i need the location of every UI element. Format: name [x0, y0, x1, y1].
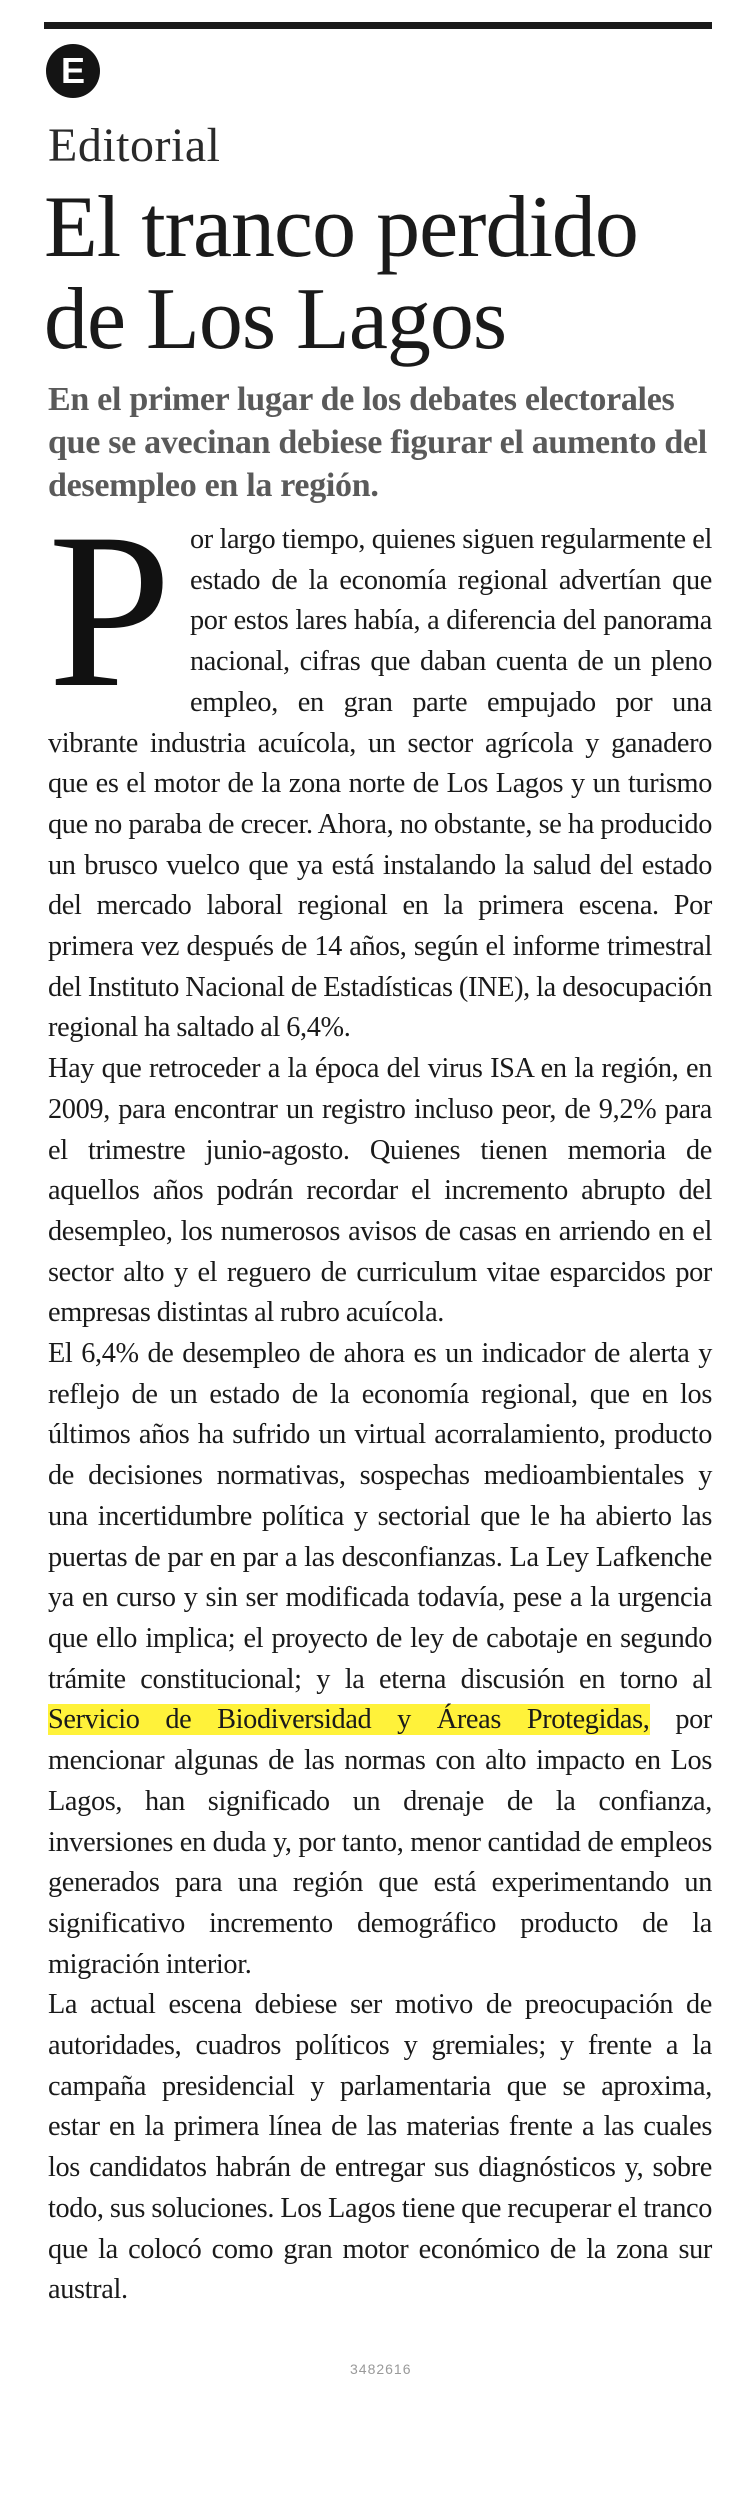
highlighted-phrase: Servicio de Biodiversidad y Áreas Protegidas, — [48, 1704, 650, 1736]
section-label: Editorial — [48, 119, 221, 172]
paragraph-2: Hay que retroceder a la época del virus ISA en la región, en 2009, para encontrar un registro incluso peor, de 9,2% para el trimestre junio-agosto. Quienes tienen memoria de aquellos años podrán recordar el incremento abrupto del desempleo, los numerosos avisos de casas en arriendo en el sector alto y el reguero de curriculum vitae esparcidos por empresas distintas al rubro acuícola. — [48, 1053, 712, 1329]
paragraph-1-text: or largo tiempo, quienes siguen regularmente el estado de la economía regional advertían que por estos lares había, a diferencia del panorama nacional, cifras que daban cuenta de un pleno empleo, en gran parte empujado por una vibrante industria acuícola, un sector agrícola y ganadero que es el motor de la zona norte de Los Lagos y un turismo que no paraba de crecer. Ahora, no obstante, se ha producido un brusco vuelco que ya está instalando la salud del estado del mercado laboral regional en la primera escena. Por primera vez después de 14 años, según el informe trimestral del Instituto Nacional de Estadísticas (INE), la desocupación regional ha saltado al 6,4%. — [48, 524, 712, 1044]
top-rule — [44, 22, 712, 29]
section-badge-letter: E — [60, 50, 85, 91]
clipping-id-watermark: 3482616 — [350, 2361, 412, 2377]
article-body — [48, 488, 712, 2311]
paragraph-3-tail: por mencionar algunas de las normas con alto impacto en Los Lagos, han significado un drenaje de la confianza, inversiones en duda y, por tanto, menor cantidad de empleos generados para una región que está experimentando un significativo incremento demográfico producto de la migración interior. — [48, 1704, 712, 1980]
paragraph-3 — [48, 1334, 712, 1985]
headline: El tranco perdido de Los Lagos — [44, 179, 638, 368]
section-badge — [46, 44, 100, 98]
drop-cap: P — [48, 488, 172, 734]
paragraph-1 — [48, 488, 712, 1049]
deck: En el primer lugar de los debates electorales que se avecinan debiese figurar el aumento del desempleo en la región. — [48, 381, 707, 504]
paragraph-4: La actual escena debiese ser motivo de preocupación de autoridades, cuadros políticos y gremiales; y frente a la campaña presidencial y parlamentaria que se aproxima, estar en la primera línea de las materias frente a las cuales los candidatos habrán de entregar sus diagnósticos y, sobre todo, sus soluciones. Los Lagos tiene que recuperar el tranco que la colocó como gran motor económico de la zona sur austral. — [48, 1989, 712, 2306]
paragraph-3-text: El 6,4% de desempleo de ahora es un indicador de alerta y reflejo de un estado de la economía regional, que en los últimos años ha sufrido un virtual acorralamiento, producto de decisiones normativas, sospechas medioambientales y una incertidumbre política y sectorial que le ha abierto las puertas de par en par a las desconfianzas. La Ley Lafkenche ya en curso y sin ser modificada todavía, pese a la urgencia que ello implica; el proyecto de ley de cabotaje en segundo trámite constitucional; y la eterna discusión en torno al — [48, 1338, 712, 1695]
